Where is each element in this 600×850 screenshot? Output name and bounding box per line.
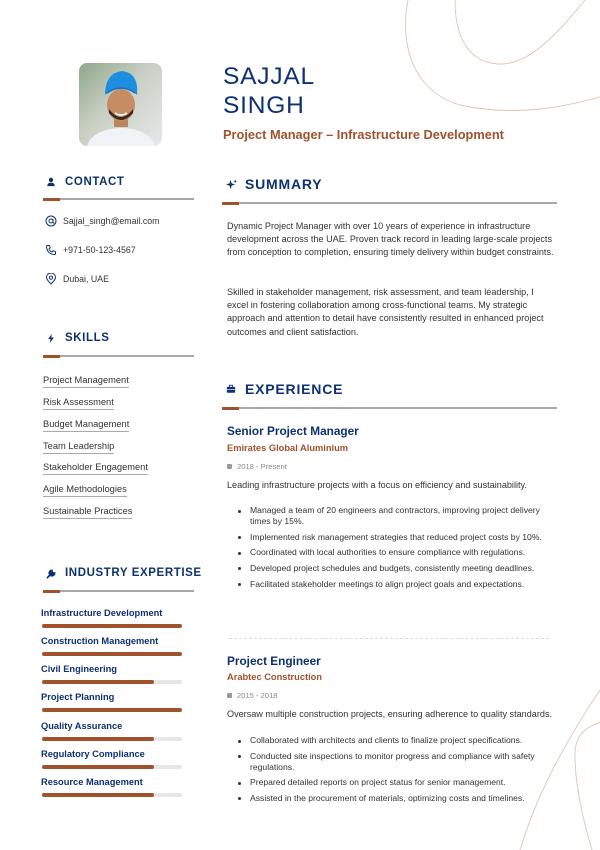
job-dates <box>227 462 287 471</box>
contact-email[interactable] <box>45 215 159 227</box>
summary-heading <box>225 176 322 192</box>
expertise-label: Civil Engineering <box>41 664 117 674</box>
experience-heading-text: EXPERIENCE <box>245 381 344 397</box>
name-first: SAJJAL <box>223 63 315 90</box>
summary-divider <box>222 202 557 204</box>
expertise-level-fill <box>42 765 154 769</box>
job-bullet: Collaborated with architects and clients to finalize project specifications. <box>238 735 560 746</box>
expertise-level-bar <box>42 652 182 656</box>
job-title: Senior Project Manager <box>227 424 359 438</box>
person-icon <box>45 176 57 188</box>
expertise-level-bar <box>42 793 182 797</box>
job-bullets <box>238 505 560 594</box>
profile-photo-illustration <box>79 63 162 146</box>
expertise-level-fill <box>42 624 182 628</box>
skills-divider <box>43 355 194 357</box>
job-bullet: Prepared detailed reports on project status for senior management. <box>238 777 560 788</box>
job-company: Emirates Global Aluminium <box>227 443 349 453</box>
experience-divider <box>222 407 557 409</box>
job-bullet: Conducted site inspections to monitor progress and compliance with safety regulations. <box>238 751 560 773</box>
at-icon <box>45 215 57 227</box>
job-bullet: Managed a team of 20 engineers and contractors, improving project delivery times by 15%. <box>238 505 560 527</box>
expertise-label: Quality Assurance <box>41 721 123 731</box>
skill-item: Agile Methodologies <box>43 484 127 497</box>
expertise-label: Regulatory Compliance <box>41 749 145 759</box>
location-pin-icon <box>45 273 57 285</box>
profile-photo <box>79 63 162 146</box>
job-bullet: Facilitated stakeholder meetings to align project goals and expectations. <box>238 579 560 590</box>
skills-heading <box>45 332 110 344</box>
job-bullet: Implemented risk management strategies that reduced project costs by 10%. <box>238 532 560 543</box>
skill-item: Sustainable Practices <box>43 506 132 519</box>
summary-paragraph: Skilled in stakeholder management, risk assessment, and team leadership, I excel in fostering collaboration among cross-functional teams. My strategic approach and attention to detail have consistently resulted in enhanced project outcomes and client satisfaction. <box>227 287 544 337</box>
name-last: SINGH <box>223 92 305 119</box>
calendar-icon <box>227 464 232 469</box>
expertise-divider <box>43 590 194 592</box>
calendar-icon <box>227 693 232 698</box>
job-dates-text: 2018 - Present <box>237 462 287 471</box>
expertise-heading-text: INDUSTRY EXPERTISE <box>65 567 202 579</box>
summary-paragraph: Dynamic Project Manager with over 10 years of experience in infrastructure development across the UAE. Proven track record in leading large-scale projects from conception to completion, ensuring timely delivery within budget constraints. <box>227 221 554 258</box>
job-dates <box>227 691 278 700</box>
expertise-level-bar <box>42 708 182 712</box>
wrench-icon <box>45 567 57 579</box>
job-bullets <box>238 735 560 809</box>
job-company: Arabtec Construction <box>227 672 323 682</box>
expertise-level-bar <box>42 765 182 769</box>
contact-heading-text: CONTACT <box>65 176 125 188</box>
expertise-label: Infrastructure Development <box>41 608 163 618</box>
job-separator <box>229 638 549 639</box>
skill-item: Stakeholder Engagement <box>43 462 148 475</box>
email-text: Sajjal_singh@email.com <box>63 216 160 226</box>
lightning-icon <box>45 332 57 344</box>
contact-location <box>45 273 109 285</box>
skill-item: Risk Assessment <box>43 397 114 410</box>
location-text: Dubai, UAE <box>63 274 109 284</box>
expertise-level-fill <box>42 793 154 797</box>
job-description: Leading infrastructure projects with a focus on efficiency and sustainability. <box>227 480 527 490</box>
experience-heading <box>225 381 343 397</box>
expertise-heading <box>45 567 202 579</box>
skill-item: Team Leadership <box>43 441 114 454</box>
job-bullet: Coordinated with local authorities to ensure compliance with regulations. <box>238 547 560 558</box>
expertise-level-fill <box>42 737 154 741</box>
candidate-name <box>223 62 315 120</box>
job-description: Oversaw multiple construction projects, ensuring adherence to quality standards. <box>227 709 553 719</box>
contact-phone[interactable] <box>45 244 136 256</box>
job-headline: Project Manager – Infrastructure Development <box>223 127 504 142</box>
expertise-level-fill <box>42 652 182 656</box>
summary-heading-text: SUMMARY <box>245 176 323 192</box>
phone-icon <box>45 244 57 256</box>
phone-text: +971-50-123-4567 <box>63 245 136 255</box>
expertise-level-bar <box>42 624 182 628</box>
expertise-label: Resource Management <box>41 777 143 787</box>
expertise-label: Construction Management <box>41 636 159 646</box>
job-bullet: Assisted in the procurement of materials, optimizing costs and timelines. <box>238 793 560 804</box>
sparkle-icon <box>225 178 237 190</box>
job-dates-text: 2015 - 2018 <box>237 691 278 700</box>
expertise-level-bar <box>42 680 182 684</box>
contact-heading <box>45 176 125 188</box>
job-title: Project Engineer <box>227 654 321 668</box>
skills-heading-text: SKILLS <box>65 332 110 344</box>
expertise-label: Project Planning <box>41 692 115 702</box>
expertise-level-fill <box>42 708 182 712</box>
skill-item: Budget Management <box>43 419 129 432</box>
briefcase-icon <box>225 383 237 395</box>
expertise-level-bar <box>42 737 182 741</box>
job-bullet: Developed project schedules and budgets, consistently meeting deadlines. <box>238 563 560 574</box>
contact-divider <box>43 198 194 200</box>
skill-item: Project Management <box>43 375 129 388</box>
expertise-level-fill <box>42 680 154 684</box>
